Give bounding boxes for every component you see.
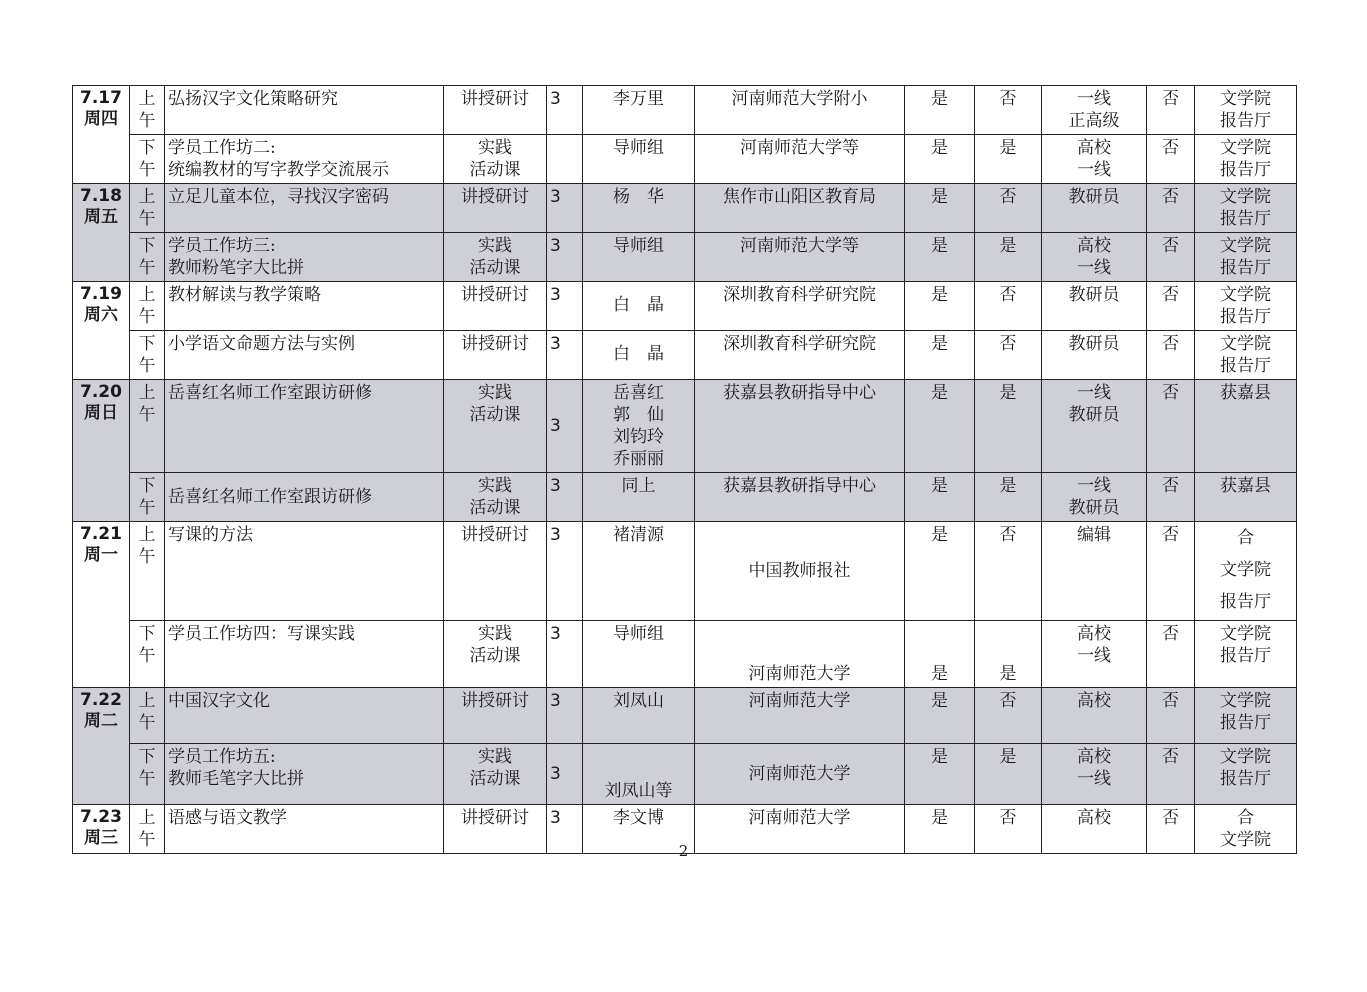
half-day-cell-line: 午 bbox=[138, 646, 156, 666]
half-day-cell-line: 午 bbox=[138, 160, 156, 180]
venue-cell-line: 文学院 bbox=[1220, 89, 1271, 109]
table-row bbox=[73, 331, 1297, 380]
teacher-cell-line: 导师组 bbox=[613, 138, 664, 158]
topic-cell-line: 学员工作坊二: bbox=[168, 138, 276, 158]
half-day-cell bbox=[130, 522, 165, 621]
type-cell-line: 实践 bbox=[478, 747, 512, 767]
half-day-cell-line: 午 bbox=[138, 258, 156, 278]
type-cell-line: 实践 bbox=[478, 236, 512, 256]
venue-cell-line: 报告厅 bbox=[1220, 160, 1271, 180]
level-cell-line: 一线 bbox=[1077, 258, 1111, 278]
type-cell-line: 讲授研讨 bbox=[461, 285, 529, 305]
venue-cell-line: 文学院 bbox=[1220, 187, 1271, 207]
category-cell: 否 bbox=[1147, 282, 1195, 331]
half-day-cell-line: 上 bbox=[138, 285, 156, 305]
type-cell-line: 讲授研讨 bbox=[461, 525, 529, 545]
date-cell bbox=[73, 86, 130, 184]
teacher-cell-line: 同上 bbox=[621, 476, 656, 496]
hours-cell: 3 bbox=[547, 744, 583, 805]
category-cell: 是 bbox=[905, 744, 975, 805]
half-day-cell-line: 午 bbox=[138, 498, 156, 518]
date: 7.18 bbox=[80, 186, 122, 206]
hours-cell: 3 bbox=[547, 380, 583, 473]
level-cell-line: 一线 bbox=[1077, 160, 1111, 180]
half-day-cell-line: 上 bbox=[138, 691, 156, 711]
category-cell: 否 bbox=[975, 805, 1042, 854]
type-cell-line: 活动课 bbox=[469, 405, 521, 425]
category-cell: 否 bbox=[975, 86, 1042, 135]
category-cell: 是 bbox=[975, 621, 1042, 688]
hours-cell: 3 bbox=[547, 522, 583, 621]
date-cell bbox=[73, 184, 130, 282]
half-day-cell-line: 午 bbox=[138, 830, 156, 850]
category-cell: 否 bbox=[1147, 135, 1195, 184]
teacher-cell bbox=[583, 282, 695, 331]
half-day-cell bbox=[130, 86, 165, 135]
half-day-cell-line: 上 bbox=[138, 89, 156, 109]
category-cell: 是 bbox=[905, 184, 975, 233]
type-cell-line: 活动课 bbox=[469, 258, 521, 278]
unit-cell: 获嘉县教研指导中心 bbox=[695, 380, 905, 473]
unit-cell: 河南师范大学 bbox=[695, 805, 905, 854]
topic-cell: 写课的方法 bbox=[165, 522, 444, 621]
teacher-cell-line: 刘钧玲 bbox=[613, 427, 664, 447]
venue-cell-line: 报告厅 bbox=[1220, 592, 1271, 612]
unit-cell: 获嘉县教研指导中心 bbox=[695, 473, 905, 522]
level-cell-line: 高校 bbox=[1077, 808, 1111, 828]
category-cell: 否 bbox=[975, 331, 1042, 380]
unit-cell: 河南师范大学等 bbox=[695, 233, 905, 282]
category-cell: 是 bbox=[905, 473, 975, 522]
level-cell-line: 一线 bbox=[1077, 769, 1111, 789]
topic-cell-line: 学员工作坊五: bbox=[168, 747, 276, 767]
category-cell: 是 bbox=[905, 233, 975, 282]
half-day-cell bbox=[130, 135, 165, 184]
venue-cell bbox=[1195, 233, 1297, 282]
half-day-cell-line: 午 bbox=[138, 209, 156, 229]
teacher-cell-line: 白 晶 bbox=[613, 295, 664, 315]
topic-cell-line: 学员工作坊三: bbox=[168, 236, 276, 256]
teacher-cell-line: 刘凤山 bbox=[613, 691, 664, 711]
venue-cell-line: 文学院 bbox=[1220, 334, 1271, 354]
table-row bbox=[73, 744, 1297, 805]
teacher-cell bbox=[583, 331, 695, 380]
category-cell: 是 bbox=[975, 380, 1042, 473]
page-number: 2 bbox=[678, 842, 689, 860]
category-cell: 否 bbox=[975, 282, 1042, 331]
venue-cell-line: 报告厅 bbox=[1220, 646, 1271, 666]
level-cell bbox=[1042, 473, 1147, 522]
venue-cell-line: 文学院 bbox=[1220, 138, 1271, 158]
category-cell: 是 bbox=[905, 805, 975, 854]
table-row bbox=[73, 621, 1297, 688]
topic-cell bbox=[165, 744, 444, 805]
teacher-cell bbox=[583, 744, 695, 805]
teacher-cell-line: 白 晶 bbox=[613, 344, 664, 364]
half-day-cell bbox=[130, 688, 165, 744]
half-day-cell bbox=[130, 621, 165, 688]
venue-cell-line: 报告厅 bbox=[1220, 713, 1271, 733]
type-cell-line: 活动课 bbox=[469, 160, 521, 180]
level-cell bbox=[1042, 86, 1147, 135]
teacher-cell bbox=[583, 473, 695, 522]
hours-cell: 3 bbox=[547, 86, 583, 135]
level-cell-line: 一线 bbox=[1077, 646, 1111, 666]
category-cell: 是 bbox=[975, 135, 1042, 184]
table-row bbox=[73, 473, 1297, 522]
hours-cell: 3 bbox=[547, 688, 583, 744]
level-cell-line: 高校 bbox=[1077, 138, 1111, 158]
category-cell: 是 bbox=[905, 621, 975, 688]
half-day-cell bbox=[130, 282, 165, 331]
venue-cell bbox=[1195, 86, 1297, 135]
unit-cell: 河南师范大学等 bbox=[695, 135, 905, 184]
unit-cell: 中国教师报社 bbox=[695, 522, 905, 621]
teacher-cell-line: 导师组 bbox=[613, 624, 664, 644]
hours-cell: 3 bbox=[547, 184, 583, 233]
unit-cell: 深圳教育科学研究院 bbox=[695, 331, 905, 380]
type-cell-line: 讲授研讨 bbox=[461, 89, 529, 109]
venue-cell bbox=[1195, 135, 1297, 184]
hours-cell: 3 bbox=[547, 805, 583, 854]
category-cell: 否 bbox=[1147, 233, 1195, 282]
type-cell bbox=[444, 233, 547, 282]
venue-cell bbox=[1195, 522, 1297, 621]
type-cell bbox=[444, 621, 547, 688]
half-day-cell bbox=[130, 233, 165, 282]
topic-cell: 语感与语文教学 bbox=[165, 805, 444, 854]
venue-cell bbox=[1195, 331, 1297, 380]
level-cell-line: 一线 bbox=[1077, 383, 1111, 403]
schedule-body bbox=[73, 86, 1297, 854]
date-cell bbox=[73, 522, 130, 688]
venue-cell-line: 文学院 bbox=[1220, 285, 1271, 305]
level-cell bbox=[1042, 688, 1147, 744]
unit-cell: 深圳教育科学研究院 bbox=[695, 282, 905, 331]
weekday: 周日 bbox=[84, 403, 118, 423]
half-day-cell-line: 上 bbox=[138, 808, 156, 828]
venue-cell-line: 报告厅 bbox=[1220, 356, 1271, 376]
category-cell: 是 bbox=[905, 282, 975, 331]
table-row bbox=[73, 380, 1297, 473]
category-cell: 是 bbox=[905, 688, 975, 744]
teacher-cell-line: 褚清源 bbox=[613, 525, 664, 545]
venue-cell bbox=[1195, 282, 1297, 331]
date-cell bbox=[73, 282, 130, 380]
level-cell-line: 高校 bbox=[1077, 236, 1111, 256]
topic-cell-line: 教师粉笔字大比拼 bbox=[168, 258, 304, 278]
type-cell-line: 讲授研讨 bbox=[461, 334, 529, 354]
level-cell-line: 一线 bbox=[1077, 89, 1111, 109]
category-cell: 否 bbox=[1147, 688, 1195, 744]
weekday: 周三 bbox=[84, 828, 118, 848]
table-row bbox=[73, 233, 1297, 282]
type-cell bbox=[444, 744, 547, 805]
level-cell-line: 一线 bbox=[1077, 476, 1111, 496]
half-day-cell-line: 下 bbox=[138, 476, 156, 496]
type-cell-line: 活动课 bbox=[469, 769, 521, 789]
type-cell-line: 实践 bbox=[478, 624, 512, 644]
topic-cell: 岳喜红名师工作室跟访研修 bbox=[165, 380, 444, 473]
venue-cell-line: 报告厅 bbox=[1220, 258, 1271, 278]
level-cell bbox=[1042, 135, 1147, 184]
type-cell-line: 实践 bbox=[478, 383, 512, 403]
venue-cell-line: 获嘉县 bbox=[1220, 476, 1271, 496]
venue-cell-line: 报告厅 bbox=[1220, 307, 1271, 327]
table-row bbox=[73, 184, 1297, 233]
venue-cell-line: 报告厅 bbox=[1220, 209, 1271, 229]
half-day-cell bbox=[130, 331, 165, 380]
unit-cell: 河南师范大学 bbox=[695, 688, 905, 744]
table-row bbox=[73, 86, 1297, 135]
half-day-cell bbox=[130, 380, 165, 473]
hours-cell: 3 bbox=[547, 621, 583, 688]
category-cell: 否 bbox=[1147, 184, 1195, 233]
teacher-cell-line: 李文博 bbox=[613, 808, 664, 828]
teacher-cell-line: 岳喜红 bbox=[613, 383, 664, 403]
table-row bbox=[73, 688, 1297, 744]
half-day-cell-line: 午 bbox=[138, 356, 156, 376]
half-day-cell bbox=[130, 473, 165, 522]
hours-cell: 3 bbox=[547, 331, 583, 380]
type-cell bbox=[444, 184, 547, 233]
venue-cell-line: 报告厅 bbox=[1220, 111, 1271, 131]
venue-cell-line: 文学院 bbox=[1220, 691, 1271, 711]
hours-cell bbox=[547, 135, 583, 184]
category-cell: 是 bbox=[905, 380, 975, 473]
venue-cell-line: 文学院 bbox=[1220, 747, 1271, 767]
category-cell: 否 bbox=[975, 184, 1042, 233]
table-row bbox=[73, 135, 1297, 184]
weekday: 周六 bbox=[84, 305, 118, 325]
level-cell bbox=[1042, 621, 1147, 688]
category-cell: 否 bbox=[1147, 522, 1195, 621]
type-cell bbox=[444, 331, 547, 380]
venue-cell bbox=[1195, 688, 1297, 744]
level-cell-line: 编辑 bbox=[1077, 525, 1111, 545]
category-cell: 否 bbox=[1147, 473, 1195, 522]
date: 7.22 bbox=[80, 690, 122, 710]
topic-cell: 立足儿童本位，寻找汉字密码 bbox=[165, 184, 444, 233]
type-cell-line: 实践 bbox=[478, 138, 512, 158]
teacher-cell bbox=[583, 688, 695, 744]
level-cell-line: 教研员 bbox=[1068, 405, 1120, 425]
teacher-cell bbox=[583, 522, 695, 621]
half-day-cell bbox=[130, 184, 165, 233]
date: 7.19 bbox=[80, 284, 122, 304]
topic-cell bbox=[165, 233, 444, 282]
half-day-cell-line: 午 bbox=[138, 713, 156, 733]
date-cell bbox=[73, 688, 130, 805]
topic-cell bbox=[165, 135, 444, 184]
level-cell-line: 高校 bbox=[1077, 691, 1111, 711]
category-cell: 否 bbox=[975, 688, 1042, 744]
hours-cell: 3 bbox=[547, 233, 583, 282]
category-cell: 否 bbox=[1147, 86, 1195, 135]
venue-cell bbox=[1195, 184, 1297, 233]
level-cell bbox=[1042, 233, 1147, 282]
teacher-cell-line: 杨 华 bbox=[613, 187, 664, 207]
teacher-cell bbox=[583, 184, 695, 233]
level-cell-line: 高校 bbox=[1077, 624, 1111, 644]
category-cell: 否 bbox=[1147, 380, 1195, 473]
category-cell: 是 bbox=[975, 473, 1042, 522]
teacher-cell bbox=[583, 135, 695, 184]
topic-cell: 弘扬汉字文化策略研究 bbox=[165, 86, 444, 135]
half-day-cell-line: 上 bbox=[138, 525, 156, 545]
topic-cell: 小学语文命题方法与实例 bbox=[165, 331, 444, 380]
category-cell: 是 bbox=[975, 233, 1042, 282]
topic-cell: 岳喜红名师工作室跟访研修 bbox=[165, 473, 444, 522]
topic-cell: 教材解读与教学策略 bbox=[165, 282, 444, 331]
half-day-cell-line: 午 bbox=[138, 769, 156, 789]
date: 7.20 bbox=[80, 382, 122, 402]
teacher-cell-line: 李万里 bbox=[613, 89, 664, 109]
level-cell-line: 教研员 bbox=[1068, 285, 1120, 305]
half-day-cell-line: 午 bbox=[138, 547, 156, 567]
level-cell bbox=[1042, 184, 1147, 233]
unit-cell: 河南师范大学附小 bbox=[695, 86, 905, 135]
weekday: 周一 bbox=[84, 545, 118, 565]
half-day-cell-line: 下 bbox=[138, 236, 156, 256]
venue-cell bbox=[1195, 744, 1297, 805]
teacher-cell-line: 导师组 bbox=[613, 236, 664, 256]
type-cell bbox=[444, 380, 547, 473]
venue-cell-line: 文学院 bbox=[1220, 236, 1271, 256]
category-cell: 是 bbox=[975, 744, 1042, 805]
type-cell bbox=[444, 135, 547, 184]
type-cell bbox=[444, 522, 547, 621]
level-cell bbox=[1042, 380, 1147, 473]
teacher-cell-line: 刘凤山等 bbox=[604, 781, 673, 801]
teacher-cell-line: 郭 仙 bbox=[613, 405, 664, 425]
level-cell-line: 教研员 bbox=[1068, 334, 1120, 354]
type-cell-line: 讲授研讨 bbox=[461, 691, 529, 711]
type-cell-line: 讲授研讨 bbox=[461, 187, 529, 207]
category-cell: 是 bbox=[905, 522, 975, 621]
category-cell: 否 bbox=[1147, 744, 1195, 805]
hours-cell: 3 bbox=[547, 473, 583, 522]
category-cell: 否 bbox=[1147, 805, 1195, 854]
teacher-cell-line: 乔丽丽 bbox=[613, 449, 664, 469]
type-cell-line: 活动课 bbox=[469, 646, 521, 666]
teacher-cell bbox=[583, 621, 695, 688]
topic-cell: 中国汉字文化 bbox=[165, 688, 444, 744]
level-cell bbox=[1042, 522, 1147, 621]
weekday: 周四 bbox=[84, 109, 118, 129]
level-cell-line: 教研员 bbox=[1068, 498, 1120, 518]
unit-cell: 河南师范大学 bbox=[695, 744, 905, 805]
topic-cell-line: 统编教材的写字教学交流展示 bbox=[168, 160, 389, 180]
unit-cell: 焦作市山阳区教育局 bbox=[695, 184, 905, 233]
category-cell: 否 bbox=[1147, 621, 1195, 688]
half-day-cell bbox=[130, 744, 165, 805]
venue-cell bbox=[1195, 621, 1297, 688]
venue-cell-line: 文学院 bbox=[1220, 830, 1271, 850]
venue-cell-line: 报告厅 bbox=[1220, 769, 1271, 789]
venue-cell-line: 文学院 bbox=[1220, 624, 1271, 644]
date: 7.17 bbox=[80, 88, 122, 108]
category-cell: 是 bbox=[905, 86, 975, 135]
venue-cell bbox=[1195, 380, 1297, 473]
hours-cell: 3 bbox=[547, 282, 583, 331]
teacher-cell bbox=[583, 380, 695, 473]
venue-cell-line: 合 bbox=[1237, 528, 1254, 548]
level-cell bbox=[1042, 744, 1147, 805]
level-cell-line: 高校 bbox=[1077, 747, 1111, 767]
schedule-table bbox=[72, 85, 1297, 854]
topic-cell: 学员工作坊四：写课实践 bbox=[165, 621, 444, 688]
category-cell: 是 bbox=[905, 135, 975, 184]
half-day-cell-line: 午 bbox=[138, 111, 156, 131]
topic-cell-line: 教师毛笔字大比拼 bbox=[168, 769, 304, 789]
weekday: 周五 bbox=[84, 207, 118, 227]
table-row bbox=[73, 522, 1297, 621]
level-cell-line: 教研员 bbox=[1068, 187, 1120, 207]
type-cell bbox=[444, 282, 547, 331]
venue-cell bbox=[1195, 473, 1297, 522]
table-row bbox=[73, 282, 1297, 331]
venue-cell-line: 获嘉县 bbox=[1220, 383, 1271, 403]
venue-cell-line: 文学院 bbox=[1220, 560, 1271, 580]
half-day-cell-line: 午 bbox=[138, 307, 156, 327]
date: 7.21 bbox=[80, 524, 122, 544]
level-cell-line: 正高级 bbox=[1068, 111, 1120, 131]
half-day-cell-line: 上 bbox=[138, 187, 156, 207]
half-day-cell-line: 上 bbox=[138, 383, 156, 403]
type-cell bbox=[444, 86, 547, 135]
teacher-cell bbox=[583, 86, 695, 135]
type-cell-line: 讲授研讨 bbox=[461, 808, 529, 828]
type-cell bbox=[444, 688, 547, 744]
teacher-cell bbox=[583, 233, 695, 282]
half-day-cell-line: 午 bbox=[138, 405, 156, 425]
category-cell: 否 bbox=[1147, 331, 1195, 380]
date: 7.23 bbox=[80, 807, 122, 827]
half-day-cell-line: 下 bbox=[138, 138, 156, 158]
level-cell bbox=[1042, 282, 1147, 331]
half-day-cell-line: 下 bbox=[138, 624, 156, 644]
type-cell-line: 实践 bbox=[478, 476, 512, 496]
level-cell bbox=[1042, 331, 1147, 380]
half-day-cell-line: 下 bbox=[138, 747, 156, 767]
category-cell: 是 bbox=[905, 331, 975, 380]
type-cell-line: 活动课 bbox=[469, 498, 521, 518]
weekday: 周二 bbox=[84, 711, 118, 731]
unit-cell: 河南师范大学 bbox=[695, 621, 905, 688]
date-cell bbox=[73, 380, 130, 522]
category-cell: 否 bbox=[975, 522, 1042, 621]
half-day-cell-line: 下 bbox=[138, 334, 156, 354]
type-cell bbox=[444, 473, 547, 522]
venue-cell-line: 合 bbox=[1237, 808, 1254, 828]
